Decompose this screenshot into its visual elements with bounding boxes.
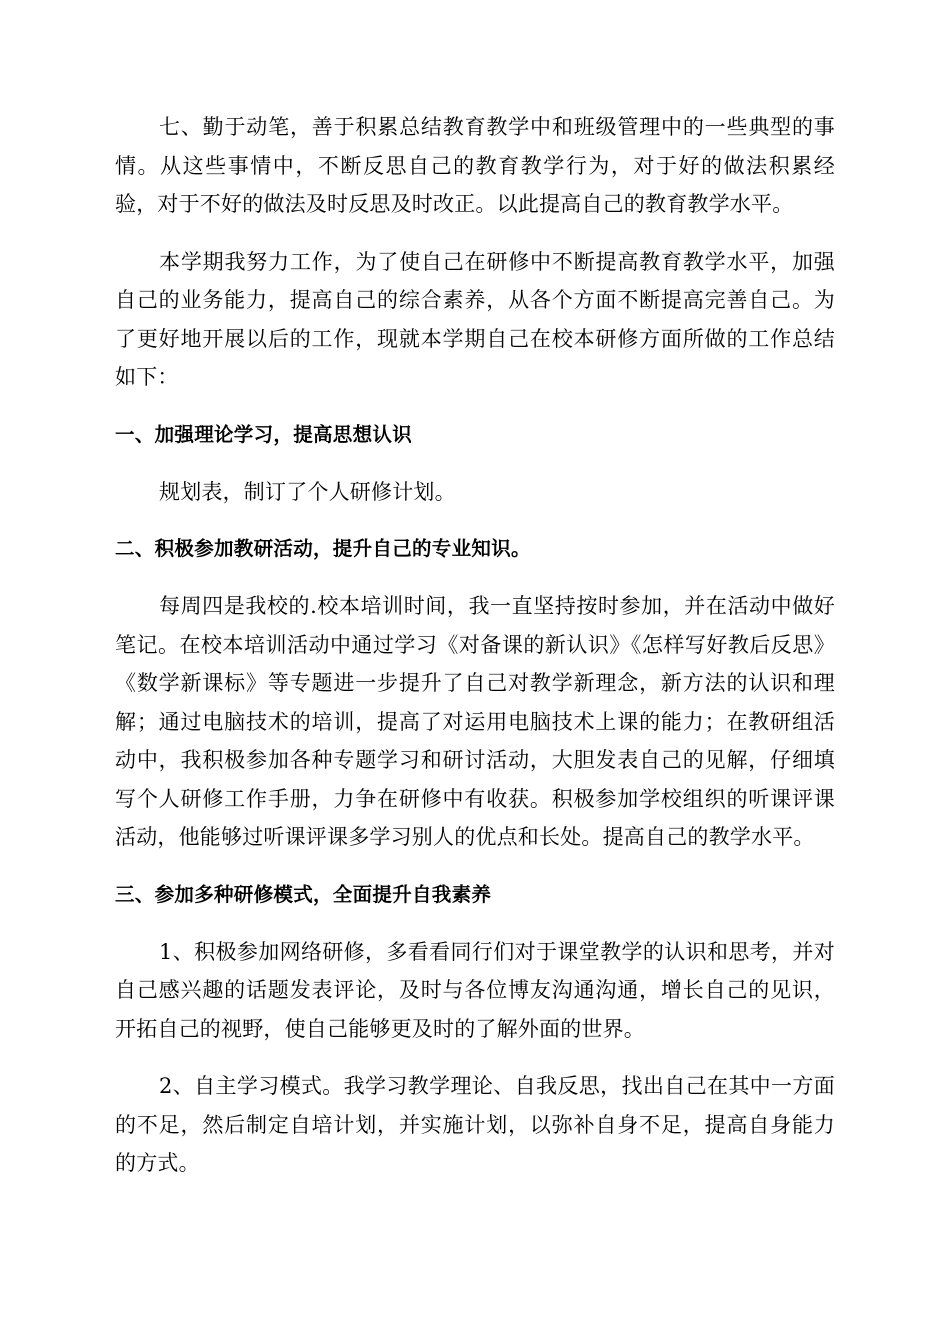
paragraph-self-study-mode: 2、自主学习模式。我学习教学理论、自我反思，找出自己在其中一方面的不足，然后制定自培计划，并实施计划，以弥补自身不足，提高自身能力的方式。	[115, 1074, 835, 1175]
document-body	[115, 108, 835, 1202]
paragraph-study-plan: 规划表，制订了个人研修计划。	[159, 479, 456, 504]
paragraph-school-training: 每周四是我校的.校本培训时间，我一直坚持按时参加，并在活动中做好笔记。在校本培训活动中通过学习《对备课的新认识》《怎样写好教后反思》《数学新课标》等专题进一步提升了自己对教学新理念，新方法的认识和理解；通过电脑技术的培训，提高了对运用电脑技术上课的能力；在教研组活动中，我积极参加各种专题学习和研讨活动，大胆发表自己的见解，仔细填写个人研修工作手册，力争在研修中有收获。积极参加学校组织的听课评课活动，他能够过听课评课多学习别人的优点和长处。提高自己的教学水平。	[115, 594, 835, 849]
section-heading-theory-study: 一、加强理论学习，提高思想认识	[115, 422, 413, 446]
paragraph-online-research: 1、积极参加网络研修，多看看同行们对于课堂教学的认识和思考，并对自己感兴趣的话题发表评论，及时与各位博友沟通沟通，增长自己的见识，开拓自己的视野，使自己能够更及时的了解外面的世界。	[115, 939, 835, 1041]
paragraph-diligent-writing: 七、勤于动笔，善于积累总结教育教学中和班级管理中的一些典型的事情。从这些事情中，不断反思自己的教育教学行为，对于好的做法积累经验，对于不好的做法及时反思及时改正。以此提高自己的教育教学水平。	[115, 115, 835, 216]
paragraph-semester-summary-intro: 本学期我努力工作，为了使自己在研修中不断提高教育教学水平，加强自己的业务能力，提高自己的综合素养，从各个方面不断提高完善自己。为了更好地开展以后的工作，现就本学期自己在校本研修方面所做的工作总结如下：	[115, 249, 835, 389]
section-heading-research-modes: 三、参加多种研修模式，全面提升自我素养	[115, 882, 492, 906]
section-heading-teaching-research: 二、积极参加教研活动，提升自己的专业知识。	[115, 537, 531, 560]
